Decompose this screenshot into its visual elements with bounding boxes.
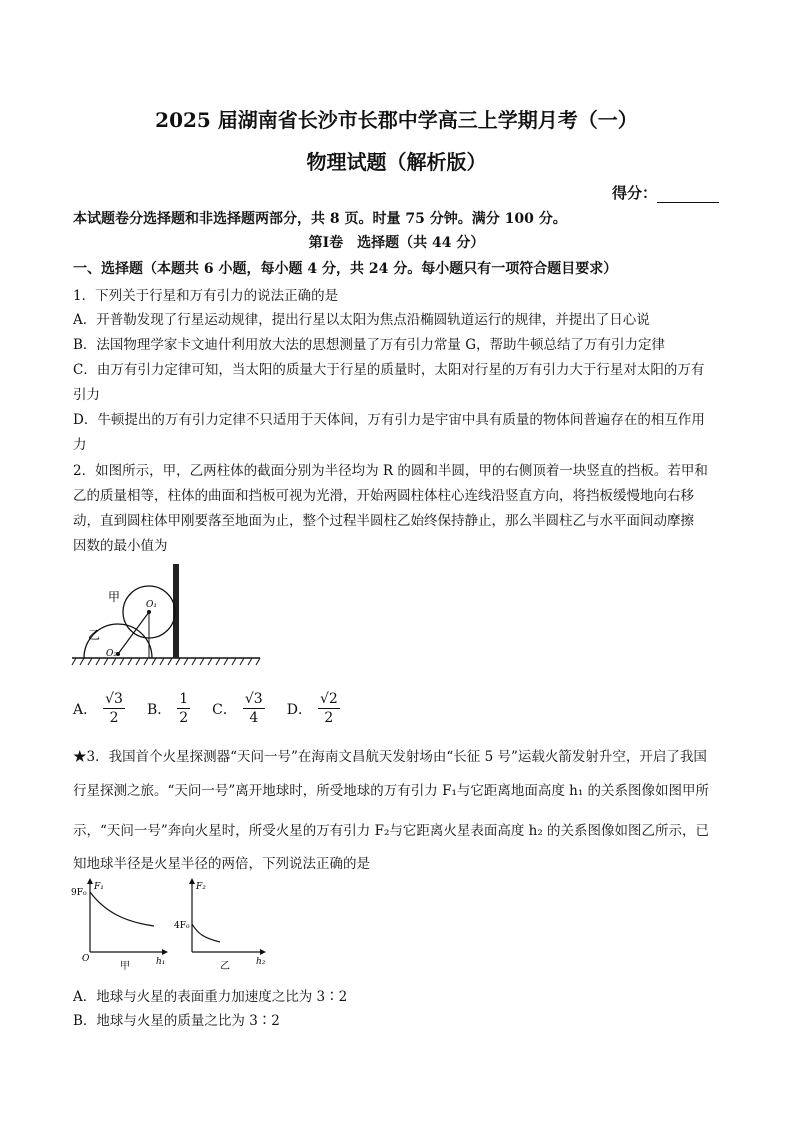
q3-graph-jia: [70, 876, 170, 976]
option-letter: A．: [73, 701, 98, 718]
exam-title: 2025 届湖南省长沙市长郡中学高三上学期月考（一）: [155, 108, 638, 132]
y0-label: 4F₀: [174, 921, 190, 931]
y0-label: 9F₀: [71, 888, 87, 898]
option-fraction: $\frac{√3}{4}$: [244, 691, 263, 726]
q2-figure: [70, 560, 265, 670]
label-o1: O₁: [146, 600, 157, 610]
q3-line-4: 知地球半径是火星半径的两倍，下列说法正确的是: [73, 856, 370, 872]
label-yi: 乙: [88, 628, 101, 642]
section-title: 一、选择题（本题共 6 小题，每小题 4 分，共 24 分。每小题只有一项符合题目要求）: [73, 261, 618, 277]
o1-point: [147, 610, 151, 614]
q2-option-a[interactable]: [73, 690, 125, 727]
q3-option-a: A．地球与火星的表面重力加速度之比为 3∶2: [73, 989, 348, 1005]
q1-option-c: C．由万有引力定律可知，当太阳的质量大于行星的质量时，太阳对行星的万有引力大于行星对太阳的万有: [73, 362, 705, 378]
q1-option-d-cont: 力: [73, 437, 87, 453]
option-letter: C．: [212, 701, 237, 718]
q1-option-c-cont: 引力: [73, 387, 100, 403]
part1-title: 第Ⅰ卷 选择题（共 44 分）: [308, 235, 485, 251]
x-label: h₂: [256, 957, 266, 967]
score-label: 得分：: [612, 184, 658, 202]
q1-option-b: B．法国物理学家卡文迪什利用放大法的思想测量了万有引力常量 G，帮助牛顿总结了万有引力定律: [73, 337, 665, 353]
q2-options: [73, 690, 362, 727]
curve-f2: [192, 924, 220, 942]
graph-caption: 甲: [120, 961, 130, 972]
vertical-board: [173, 564, 179, 658]
ground-hatching: [72, 658, 260, 665]
q2-line-4: 因数的最小值为: [73, 538, 168, 554]
q3-line-2: 行星探测之旅。“天问一号”离开地球时，所受地球的万有引力 F₁与它距离地面高度 h₁ 的关系图像如图甲所: [73, 783, 710, 799]
y-axis-arrow: [189, 878, 195, 884]
label-o2: O₂: [106, 649, 117, 659]
q1-stem: 1．下列关于行星和万有引力的说法正确的是: [73, 288, 339, 304]
x-axis-arrow: [162, 949, 168, 955]
exam-subtitle: 物理试题（解析版）: [306, 150, 487, 174]
y-label: F₁: [94, 882, 104, 892]
q2-line-1: 2．如图所示，甲，乙两柱体的截面分别为半径均为 R 的圆和半圆，甲的右侧顶着一块竖直的挡板。若甲和: [73, 463, 708, 479]
q3-option-b: B．地球与火星的质量之比为 3∶2: [73, 1013, 280, 1029]
q3-line-1: ★3．我国首个火星探测器“天问一号”在海南文昌航天发射场由“长征 5 号”运载火箭发射升空，开启了我国: [73, 749, 707, 765]
x-label: h₁: [156, 957, 166, 967]
option-letter: B．: [146, 701, 172, 718]
score-blank[interactable]: [657, 188, 719, 203]
q3-line-3: 示，“天问一号”奔向火星时，所受火星的万有引力 F₂与它距离火星表面高度 h₂ 的关系图像如图乙所示，已: [73, 823, 710, 839]
q2-option-d[interactable]: [287, 690, 340, 727]
option-fraction: $\frac{1}{2}$: [179, 691, 189, 726]
option-fraction: $\frac{√2}{2}$: [319, 691, 338, 726]
option-fraction: $\frac{√3}{2}$: [105, 691, 123, 726]
q1-option-d: D．牛顿提出的万有引力定律不只适用于天体间，万有引力是宇宙中具有质量的物体间普遍存在的相互作用: [73, 412, 705, 428]
y-label: F₂: [196, 882, 206, 892]
graph-caption: 乙: [220, 961, 230, 972]
label-jia: 甲: [108, 590, 121, 604]
intro-text: 本试题卷分选择题和非选择题两部分，共 8 页。时量 75 分钟。满分 100 分。: [73, 211, 567, 227]
x-axis-arrow: [260, 949, 266, 955]
y-axis-arrow: [87, 878, 93, 884]
center-line: [118, 612, 149, 654]
q2-line-2: 乙的质量相等，柱体的曲面和挡板可视为光滑，开始两圆柱体柱心连线沿竖直方向，将挡板缓慢地向右移: [73, 488, 694, 504]
q2-line-3: 动，直到圆柱体甲刚要落至地面为止，整个过程半圆柱乙始终保持静止，那么半圆柱乙与水平面间动摩擦: [73, 513, 694, 529]
q3-graph-yi: [172, 876, 272, 976]
score-field: [612, 182, 719, 203]
option-letter: D．: [286, 701, 312, 718]
q2-option-c[interactable]: [212, 690, 265, 727]
q2-option-b[interactable]: [147, 690, 190, 727]
origin-label: O: [82, 954, 90, 964]
curve-f1: [90, 892, 154, 926]
q1-option-a: A．开普勒发现了行星运动规律，提出行星以太阳为焦点沿椭圆轨道运行的规律，并提出了日心说: [73, 312, 650, 328]
